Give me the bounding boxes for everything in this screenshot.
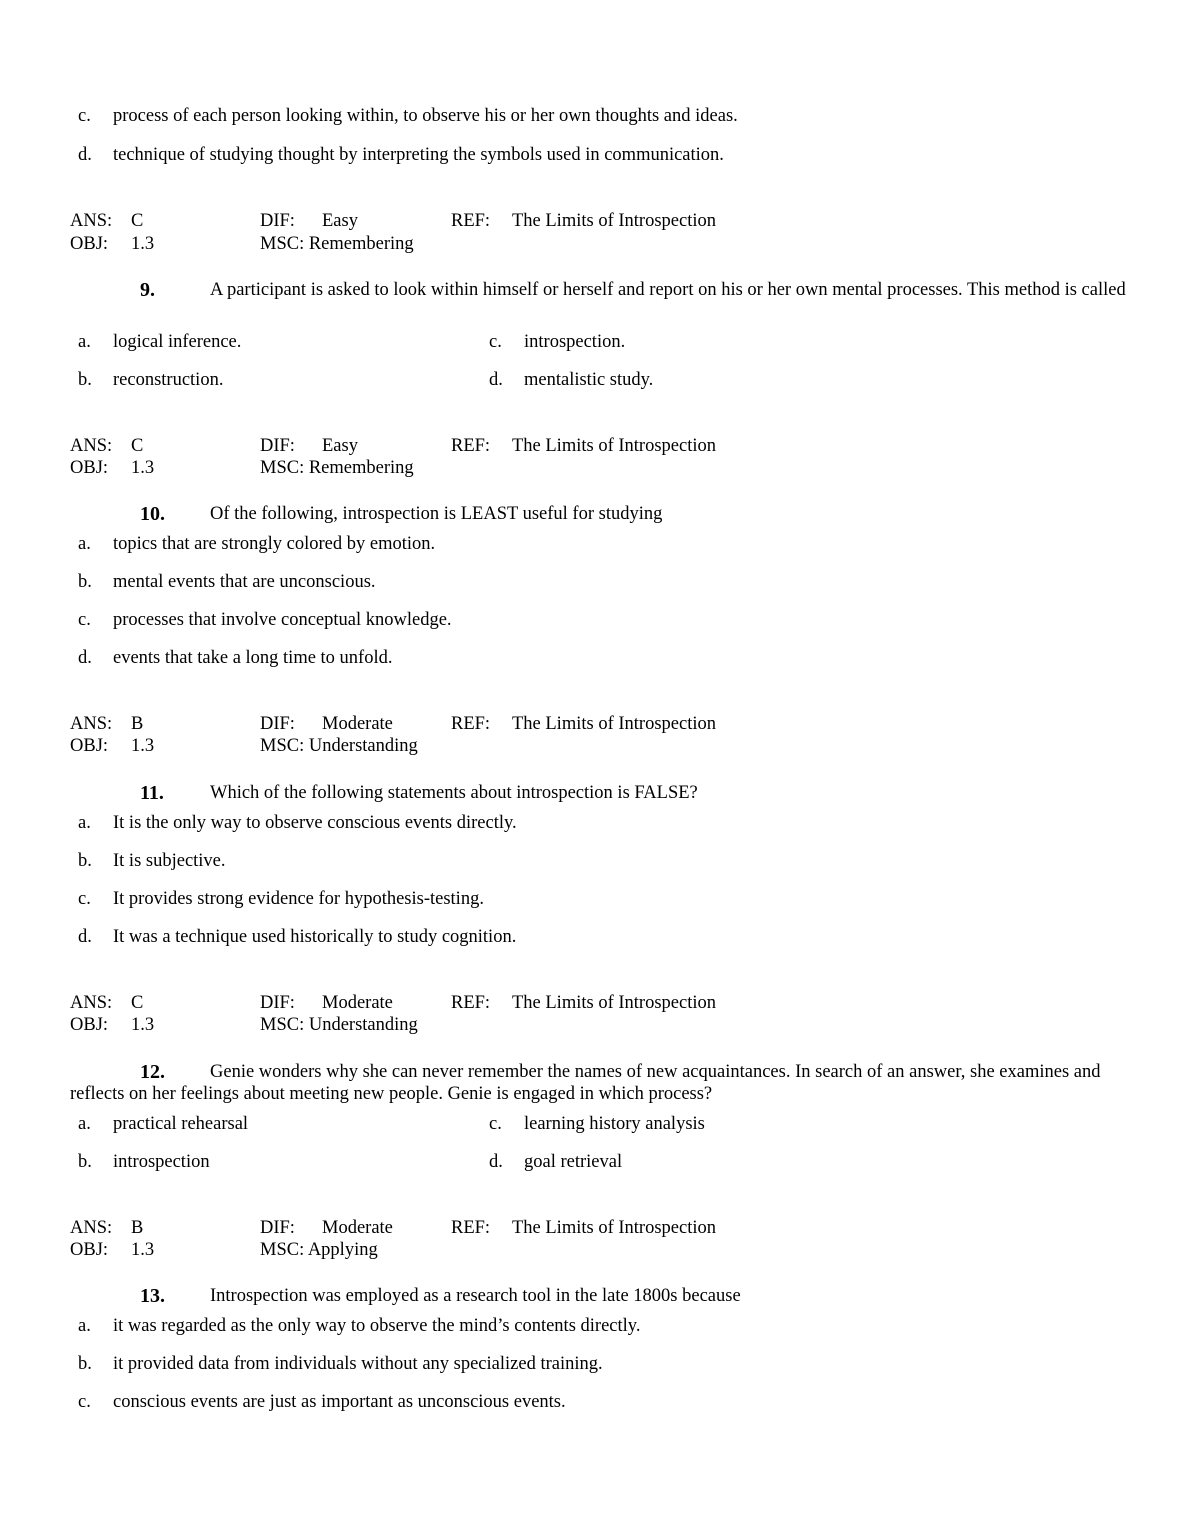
choice-text: It is the only way to observe conscious events directly. <box>113 813 517 833</box>
dif-value: Moderate <box>322 993 393 1013</box>
obj-value: 1.3 <box>131 736 155 756</box>
choice-text: logical inference. <box>113 332 242 352</box>
choice-letter: d. <box>78 145 92 165</box>
obj-value: 1.3 <box>131 1240 155 1260</box>
choice-text: reconstruction. <box>113 370 224 390</box>
obj-label: OBJ: <box>70 1240 109 1260</box>
dif-value: Easy <box>322 436 358 456</box>
choice-text: goal retrieval <box>524 1152 623 1172</box>
ans-value: C <box>131 436 144 456</box>
msc-value: MSC: Applying <box>260 1240 378 1260</box>
ref-value: The Limits of Introspection <box>512 993 716 1013</box>
msc-value: MSC: Remembering <box>260 234 414 254</box>
msc-value: MSC: Remembering <box>260 458 414 478</box>
question-text: Of the following, introspection is LEAST useful for studying <box>210 504 663 524</box>
choice-text: events that take a long time to unfold. <box>113 648 393 668</box>
obj-label: OBJ: <box>70 1015 109 1035</box>
ans-value: B <box>131 1218 144 1238</box>
choice-text: technique of studying thought by interpreting the symbols used in communication. <box>113 145 724 165</box>
choice-letter: a. <box>78 1316 91 1336</box>
choice-letter: a. <box>78 332 91 352</box>
dif-value: Moderate <box>322 1218 393 1238</box>
msc-value: MSC: Understanding <box>260 736 418 756</box>
choice-letter: c. <box>78 106 91 126</box>
choice-letter: d. <box>78 927 92 947</box>
obj-label: OBJ: <box>70 458 109 478</box>
choice-text: mentalistic study. <box>524 370 654 390</box>
choice-letter: a. <box>78 534 91 554</box>
dif-label: DIF: <box>260 1218 295 1238</box>
ref-value: The Limits of Introspection <box>512 436 716 456</box>
question-text: Genie wonders why she can never remember the names of new acquaintances. In search of an answer, she examines and reflects on her feelings about meeting new people. Genie is engaged in which process? <box>70 1062 1101 1104</box>
choice-text: process of each person looking within, to observe his or her own thoughts and ideas. <box>113 106 738 126</box>
ans-label: ANS: <box>70 714 113 734</box>
ans-label: ANS: <box>70 1218 113 1238</box>
choice-letter: c. <box>489 1114 502 1134</box>
choice-letter: c. <box>489 332 502 352</box>
choice-letter: d. <box>78 648 92 668</box>
msc-value: MSC: Understanding <box>260 1015 418 1035</box>
dif-value: Easy <box>322 211 358 231</box>
choice-text: mental events that are unconscious. <box>113 572 376 592</box>
ref-value: The Limits of Introspection <box>512 211 716 231</box>
ref-label: REF: <box>451 211 491 231</box>
question-number: 13. <box>140 1285 165 1307</box>
choice-text: introspection <box>113 1152 210 1172</box>
question-number: 10. <box>140 503 165 525</box>
choice-text: learning history analysis <box>524 1114 705 1134</box>
choice-letter: b. <box>78 1152 92 1172</box>
ref-label: REF: <box>451 436 491 456</box>
question-number: 11. <box>140 782 164 804</box>
dif-label: DIF: <box>260 211 295 231</box>
ref-value: The Limits of Introspection <box>512 714 716 734</box>
choice-text: introspection. <box>524 332 626 352</box>
ans-label: ANS: <box>70 436 113 456</box>
ref-value: The Limits of Introspection <box>512 1218 716 1238</box>
dif-label: DIF: <box>260 436 295 456</box>
choice-letter: c. <box>78 610 91 630</box>
question-text: A participant is asked to look within himself or herself and report on his or her own mental processes. This method is called <box>210 280 1126 300</box>
obj-value: 1.3 <box>131 1015 155 1035</box>
choice-text: It was a technique used historically to study cognition. <box>113 927 517 947</box>
choice-text: It provides strong evidence for hypothesis-testing. <box>113 889 484 909</box>
choice-letter: b. <box>78 1354 92 1374</box>
obj-label: OBJ: <box>70 736 109 756</box>
ans-value: B <box>131 714 144 734</box>
question-number: 9. <box>140 279 155 301</box>
dif-label: DIF: <box>260 714 295 734</box>
choice-text: it provided data from individuals without any specialized training. <box>113 1354 603 1374</box>
ref-label: REF: <box>451 1218 491 1238</box>
obj-label: OBJ: <box>70 234 109 254</box>
question-text: Which of the following statements about introspection is FALSE? <box>210 783 698 803</box>
choice-text: topics that are strongly colored by emotion. <box>113 534 436 554</box>
dif-label: DIF: <box>260 993 295 1013</box>
ans-label: ANS: <box>70 211 113 231</box>
ref-label: REF: <box>451 993 491 1013</box>
choice-letter: b. <box>78 370 92 390</box>
choice-letter: a. <box>78 813 91 833</box>
ans-value: C <box>131 993 144 1013</box>
choice-letter: a. <box>78 1114 91 1134</box>
question-number: 12. <box>140 1061 165 1083</box>
choice-letter: c. <box>78 1392 91 1412</box>
ans-label: ANS: <box>70 993 113 1013</box>
dif-value: Moderate <box>322 714 393 734</box>
obj-value: 1.3 <box>131 234 155 254</box>
choice-letter: b. <box>78 572 92 592</box>
obj-value: 1.3 <box>131 458 155 478</box>
ref-label: REF: <box>451 714 491 734</box>
choice-text: it was regarded as the only way to observe the mind’s contents directly. <box>113 1316 641 1336</box>
choice-text: practical rehearsal <box>113 1114 249 1134</box>
choice-text: processes that involve conceptual knowledge. <box>113 610 452 630</box>
choice-letter: c. <box>78 889 91 909</box>
choice-letter: d. <box>489 1152 503 1172</box>
choice-letter: d. <box>489 370 503 390</box>
choice-text: conscious events are just as important as unconscious events. <box>113 1392 566 1412</box>
ans-value: C <box>131 211 144 231</box>
question-text: Introspection was employed as a research tool in the late 1800s because <box>210 1286 741 1306</box>
choice-text: It is subjective. <box>113 851 226 871</box>
choice-letter: b. <box>78 851 92 871</box>
